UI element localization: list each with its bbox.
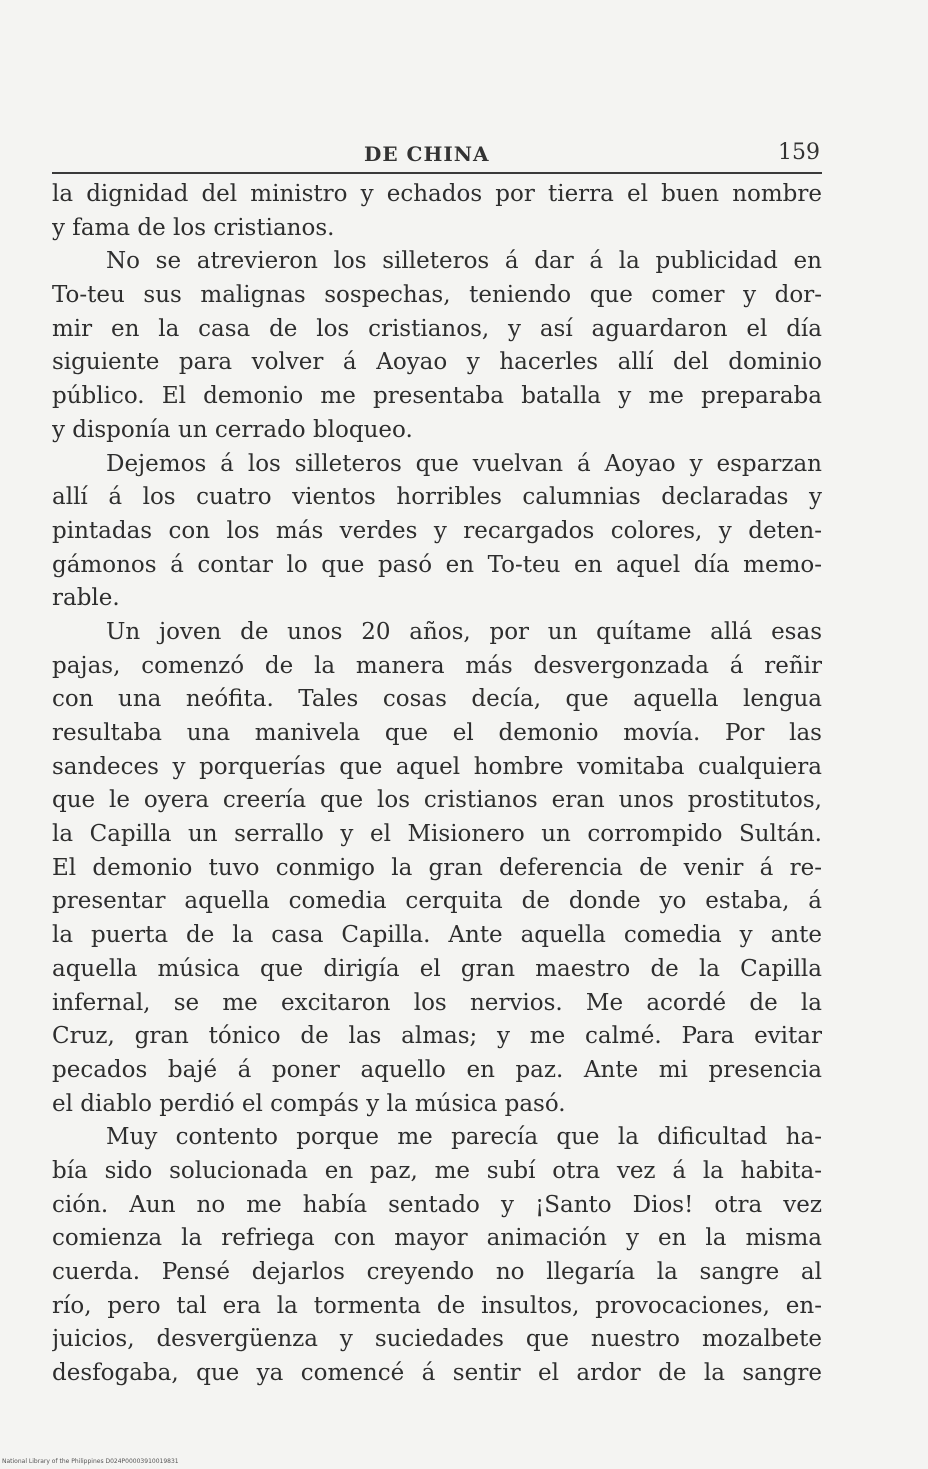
- text-line: El demonio tuvo conmigo la gran deferencia de venir á re-: [52, 854, 822, 881]
- text-line: allí á los cuatro vientos horribles calumnias declaradas y: [52, 484, 822, 511]
- text-line: bía sido solucionada en paz, me subí otra vez á la habita-: [52, 1157, 822, 1184]
- text-line: sandeces y porquerías que aquel hombre vomitaba cualquiera: [52, 753, 822, 780]
- page-number: 159: [778, 140, 820, 165]
- text-line: Un joven de unos 20 años, por un quítame allá esas: [106, 618, 822, 645]
- page: [52, 138, 822, 1391]
- text-line: la puerta de la casa Capilla. Ante aquella comedia y ante: [52, 922, 822, 949]
- text-line: el diablo perdió el compás y la música pasó.: [52, 1090, 566, 1117]
- text-line: gámonos á contar lo que pasó en To-teu en aquel día memo-: [52, 551, 822, 578]
- text-line: que le oyera creería que los cristianos eran unos prostitutos,: [52, 787, 822, 814]
- text-line: mir en la casa de los cristianos, y así aguardaron el día: [52, 315, 822, 342]
- text-line: To-teu sus malignas sospechas, teniendo que comer y dor-: [52, 282, 822, 309]
- text-line: y fama de los cristianos.: [52, 214, 335, 241]
- text-line: pajas, comenzó de la manera más desvergonzada á reñir: [52, 652, 822, 679]
- body-text: [52, 178, 822, 1391]
- scan-footer: National Library of the Philippines D024P00003910019831: [2, 1458, 179, 1465]
- text-line: pecados bajé á poner aquello en paz. Ante mi presencia: [52, 1056, 822, 1083]
- text-line: Dejemos á los silleteros que vuelvan á Aoyao y esparzan: [106, 450, 822, 477]
- text-line: ción. Aun no me había sentado y ¡Santo Dios! otra vez: [52, 1191, 822, 1218]
- text-line: con una neófita. Tales cosas decía, que aquella lengua: [52, 686, 822, 713]
- text-line: río, pero tal era la tormenta de insultos, provocaciones, en-: [52, 1292, 822, 1319]
- text-line: siguiente para volver á Aoyao y hacerles allí del dominio: [52, 349, 822, 376]
- text-line: infernal, se me excitaron los nervios. Me acordé de la: [52, 989, 822, 1016]
- text-line: desfogaba, que ya comencé á sentir el ardor de la sangre: [52, 1360, 822, 1387]
- text-line: Muy contento porque me parecía que la dificultad ha-: [106, 1124, 822, 1151]
- running-title: DE CHINA: [364, 142, 490, 166]
- text-line: la dignidad del ministro y echados por tierra el buen nombre: [52, 181, 822, 207]
- text-line: resultaba una manivela que el demonio movía. Por las: [52, 720, 822, 746]
- text-line: juicios, desvergüenza y suciedades que nuestro mozalbete: [52, 1326, 822, 1353]
- text-line: aquella música que dirigía el gran maestro de la Capilla: [52, 955, 822, 982]
- text-line: la Capilla un serrallo y el Misionero un corrompido Sultán.: [52, 821, 822, 848]
- text-line: pintadas con los más verdes y recargados colores, y deten-: [52, 517, 822, 544]
- text-line: rable.: [52, 585, 120, 612]
- text-line: No se atrevieron los silleteros á dar á la publicidad en: [106, 248, 822, 275]
- text-line: cuerda. Pensé dejarlos creyendo no llegaría la sangre al: [52, 1259, 822, 1285]
- text-line: presentar aquella comedia cerquita de donde yo estaba, á: [52, 888, 822, 915]
- text-line: y disponía un cerrado bloqueo.: [52, 416, 413, 443]
- text-line: Cruz, gran tónico de las almas; y me calmé. Para evitar: [52, 1023, 822, 1050]
- text-line: público. El demonio me presentaba batalla y me preparaba: [52, 383, 822, 410]
- text-line: comienza la refriega con mayor animación y en la misma: [52, 1225, 822, 1252]
- running-header: [52, 138, 822, 174]
